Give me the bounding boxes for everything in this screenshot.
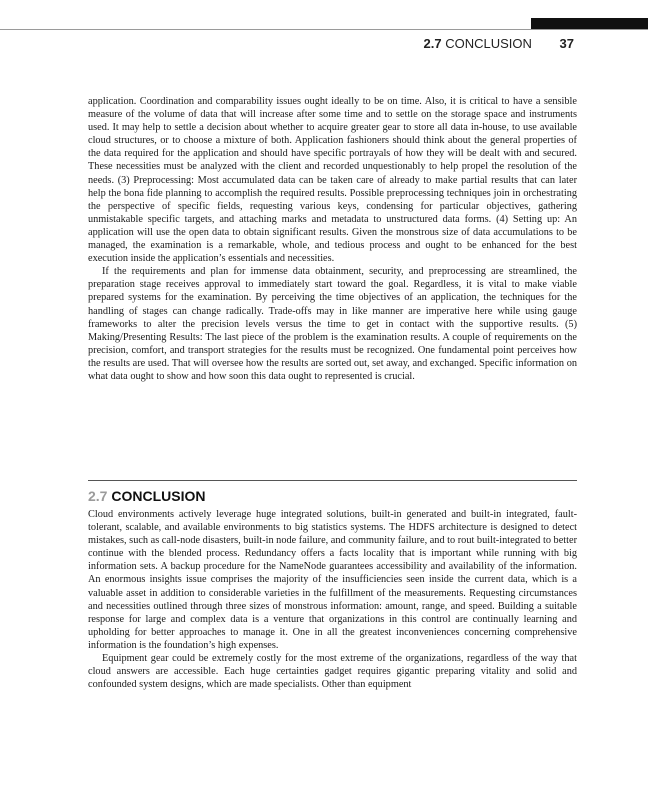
section-heading [88, 488, 205, 504]
section-heading-title: CONCLUSION [111, 488, 206, 504]
header-rule [0, 29, 648, 30]
paragraph: If the requirements and plan for immense data obtainment, security, and preprocessing are streamlined, the preparation stage receives approval to immediately start toward the goal. Regardless, it is vital to make viable prepared systems for the examination. By perceiving the time objectives of an application, the techniques for the handling of stages can change radically. Trade-offs may in like manner are imperative here while using gauge frameworks to alter the precision levels versus the time to get in contact with the supportive results. (5) Making/Presenting Results: The last piece of the problem is the examination results. A couple of requirements on the precision, comfort, and transport strategies for the results must be recognized. One fundamental point perceives how the results are used. That will oversee how the results are sorted out, set away, and exchanged. Specific information on what data ought to show and how soon this data ought to represented is crucial. [88, 266, 577, 382]
paragraph: Cloud environments actively leverage huge integrated solutions, built-in generated and built-in integrated, fault-tolerant, scalable, and available environments to big statistics systems. The HDFS architecture is designed to detect mistakes, such as call-node disasters, built-in node failure, and community failure, and to rout built-integrated to better continue with the blended process. Redundancy offers a facts locality that is important while running with big information sets. A backup procedure for the NameNode guarantees accessibility and availability of the information. An enormous insights issue comprises the majority of the insufficiencies seen inside the current data, which is a valuable asset in addition to considerable varieties in the fulfillment of the measurements. Requesting circumstances and necessities outlined through three sizes of monstrous information: amount, range, and speed. Building a suitable response for large and complex data is a venture that organizations in this control are continually learning and upholding for better approaches to manage it. One in all the greatest inconveniences concerning comprehensive information is the foundation’s high expenses. [88, 509, 577, 651]
body-text-top [88, 95, 577, 383]
page-number: 37 [559, 36, 574, 51]
section-heading-number: 2.7 [88, 488, 108, 504]
section-divider [88, 480, 577, 481]
paragraph: application. Coordination and comparability issues ought ideally to be on time. Also, it is critical to have a sensible measure of the volume of data that will increase after some time and to settle on the storage space and instruments used. It may help to settle a decision about whether to acquire greater gear to store all data in-house, to use available cloud structures, or to choose a mixture of both. Application fashioners should think about the general properties of the data required for the application and should have specific portrayals of how they will be dealt with and secured. These necessities must be analyzed with the client and recorded unquestionably to help propel the resolution of the needs. (3) Preprocessing: Most accumulated data can be taken care of already to make partial results that can later help the bona fide planning to accomplish the required results. Possible preprocessing techniques join in orchestrating the perspective of specific fields, requesting various keys, condensing for particular objectives, gathering unmistakable specific targets, and attaching marks and metadata to unstructured data forms. (4) Setting up: An application will use the open data to obtain significant results. Given the monstrous size of data accumulations to be managed, the examination is a remarkable, whole, and tedious process and ought to be enhanced for the best execution inside the application’s essentials and necessities. [88, 96, 577, 265]
paragraph: Equipment gear could be extremely costly for the most extreme of the organizations, regardless of the way that cloud answers are accessible. Each huge certainties gadget requires gigantic preparing vitality and solid and confounded system designs, which are made specialists. Other than equipment [88, 653, 577, 691]
running-head-section-number: 2.7 [423, 36, 442, 51]
running-head-section-title: CONCLUSION [445, 36, 532, 51]
running-head [300, 36, 574, 54]
conclusion-body-text [88, 508, 577, 691]
